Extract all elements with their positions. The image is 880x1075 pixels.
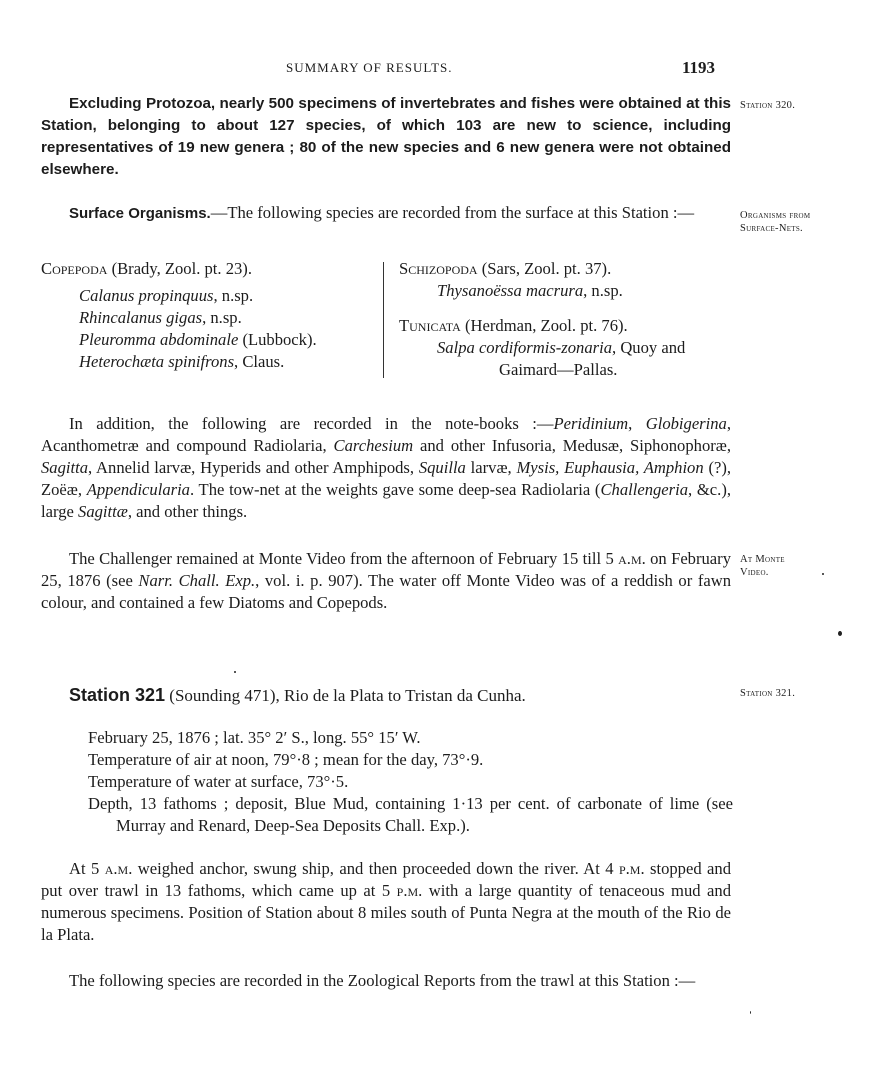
species-name: Thysanoëssa macrura: [437, 281, 584, 300]
margin-note-monte-video: [740, 553, 860, 579]
taxon-sagitta: Sagitta: [41, 458, 89, 477]
species-columns: [41, 258, 741, 388]
surface-paragraph: [41, 202, 731, 225]
taxon-carchesium: Carchesium: [333, 436, 414, 455]
margin-note-organisms-line2: Surface-Nets.: [740, 223, 803, 234]
text-run: larvæ,: [465, 458, 517, 477]
text-run: In addition, the following are recorded in the note-books :—: [69, 414, 554, 433]
taxon-challengeria: Challengeria: [600, 480, 689, 499]
margin-note-organisms-line1: Organisms from: [740, 210, 811, 221]
date-position-line: February 25, 1876 ; lat. 35° 2′ S., long. 55° 15′ W.: [88, 728, 421, 747]
text-run: with a large quantity of tenaceous mud and numerous specimens. Position of Station about 8 miles south of Punta Negra at the mouth of the Rio de la Plata.: [41, 881, 731, 944]
taxon-sagittae: Sagittæ: [78, 502, 128, 521]
species-item: [41, 351, 381, 373]
text-run: on February 25, 1876 (see: [41, 549, 731, 590]
species-item: [41, 285, 381, 307]
species-name: Calanus propinquus: [79, 286, 214, 305]
air-temperature-line: Temperature of air at noon, 79°·8 ; mean for the day, 73°·9.: [88, 750, 484, 769]
print-speck: [822, 573, 824, 575]
copepoda-ref: (Brady, Zool. pt. 23).: [107, 259, 252, 278]
copepoda-group: [41, 258, 381, 280]
text-run: ,: [628, 414, 646, 433]
species-authority: , n.sp.: [202, 308, 242, 327]
taxon-mysis: Mysis, Euphausia, Amphion: [516, 458, 704, 477]
text-run: (?), Zoëæ,: [41, 458, 732, 499]
water-temperature-line: Temperature of water at surface, 73°·5.: [88, 772, 349, 791]
species-authority: , Claus.: [234, 352, 285, 371]
running-title: SUMMARY OF RESULTS.: [286, 60, 453, 75]
species-authority: , n.sp.: [583, 281, 623, 300]
species-item: [41, 329, 381, 351]
text-run: At 5: [69, 859, 105, 878]
copepoda-column: [41, 258, 381, 373]
notebooks-paragraph: [41, 413, 731, 523]
taxon-appendicularia: Appendicularia: [86, 480, 190, 499]
species-name: Salpa cordiformis-zonaria: [437, 338, 613, 357]
print-speck: [838, 631, 842, 636]
text-run: , &c.), large: [41, 480, 731, 521]
schizopoda-ref: (Sars, Zool. pt. 37).: [477, 259, 612, 278]
copepoda-label: Copepoda: [41, 259, 108, 278]
text-run: stopped and put over trawl in 13 fathoms, which came up at 5: [41, 859, 731, 900]
station-321-route: (Sounding 471), Rio de la Plata to Tristan da Cunha.: [165, 686, 526, 705]
time-pm: p.m.: [396, 881, 423, 900]
tunicata-ref: (Herdman, Zool. pt. 76).: [460, 316, 628, 335]
time-pm: p.m.: [618, 859, 645, 878]
print-speck: [234, 671, 236, 673]
text-run: . The tow-net at the weights gave some deep-sea Radiolaria (: [189, 480, 601, 499]
narrative-paragraph: [41, 858, 731, 946]
intro-paragraph: Excluding Protozoa, nearly 500 specimens of invertebrates and fishes were obtained at this Station, belonging to about 127 species, of which 103 are new to science, including representatives of 19 new genera ; 80 of the new species and 6 new genera were not obtained elsewhere.: [41, 95, 731, 178]
taxon-squilla: Squilla: [418, 458, 466, 477]
taxon-globigerina: Globigerina: [645, 414, 727, 433]
schizopoda-tunicata-column: [399, 258, 739, 381]
tunicata-group: [399, 315, 739, 337]
species-authority-continued: Gaimard—Pallas.: [499, 360, 618, 379]
margin-note-organisms: [740, 209, 860, 235]
species-name: Heterochæta spinifrons: [79, 352, 235, 371]
species-item: [41, 307, 381, 329]
citation-narr: Narr. Chall. Exp.: [138, 571, 256, 590]
station-321-details: [88, 727, 733, 837]
margin-note-monte-line1: At Monte: [740, 554, 785, 565]
text-run: , and other things.: [127, 502, 248, 521]
surface-text: —The following species are recorded from the surface at this Station :—: [210, 203, 695, 222]
schizopoda-group: [399, 258, 739, 280]
margin-note-station-321: Station 321.: [740, 688, 796, 699]
text-run: weighed anchor, swung ship, and then proceeded down the river. At 4: [132, 859, 619, 878]
text-run: , Acanthometræ and compound Radiolaria,: [41, 414, 731, 455]
running-head: [0, 60, 880, 80]
species-name: Rhincalanus gigas: [79, 308, 203, 327]
species-name: Pleuromma abdominale: [79, 330, 239, 349]
depth-deposit-line: Depth, 13 fathoms ; deposit, Blue Mud, containing 1·13 per cent. of carbonate of lime (see Murray and Renard, Deep-Sea Deposits Chall. Exp.).: [88, 794, 733, 835]
species-item: [399, 280, 739, 302]
margin-note-monte-line2: Video.: [740, 567, 769, 578]
text-run: , vol. i. p. 907). The water off Monte Video was of a reddish or fawn colour, and contained a few Diatoms and Copepods.: [41, 571, 732, 612]
station-321-label: Station 321: [69, 685, 166, 705]
schizopoda-label: Schizopoda: [399, 259, 478, 278]
print-speck: [750, 1011, 751, 1014]
species-item: [399, 337, 739, 359]
species-authority: , Quoy and: [612, 338, 686, 357]
text-run: , Annelid larvæ, Hyperids and other Amphipods,: [88, 458, 419, 477]
column-divider: [383, 262, 384, 378]
station-321-heading: [69, 685, 526, 706]
surface-heading: Surface Organisms.: [69, 205, 211, 222]
tunicata-label: Tunicata: [399, 316, 461, 335]
time-am: a.m.: [104, 859, 133, 878]
margin-note-station-320: Station 320.: [740, 100, 796, 111]
closing-paragraph: The following species are recorded in the Zoological Reports from the trawl at this Station :—: [69, 971, 696, 990]
text-run: The Challenger remained at Monte Video from the afternoon of February 15 till 5: [69, 549, 619, 568]
species-authority: (Lubbock).: [238, 330, 317, 349]
text-run: and other Infusoria, Medusæ, Siphonophoræ,: [413, 436, 731, 455]
page-number: 1193: [682, 58, 716, 77]
taxon-peridinium: Peridinium: [553, 414, 629, 433]
monte-video-paragraph: [41, 548, 731, 614]
species-authority: , n.sp.: [213, 286, 254, 305]
time-am: a.m.: [618, 549, 646, 568]
